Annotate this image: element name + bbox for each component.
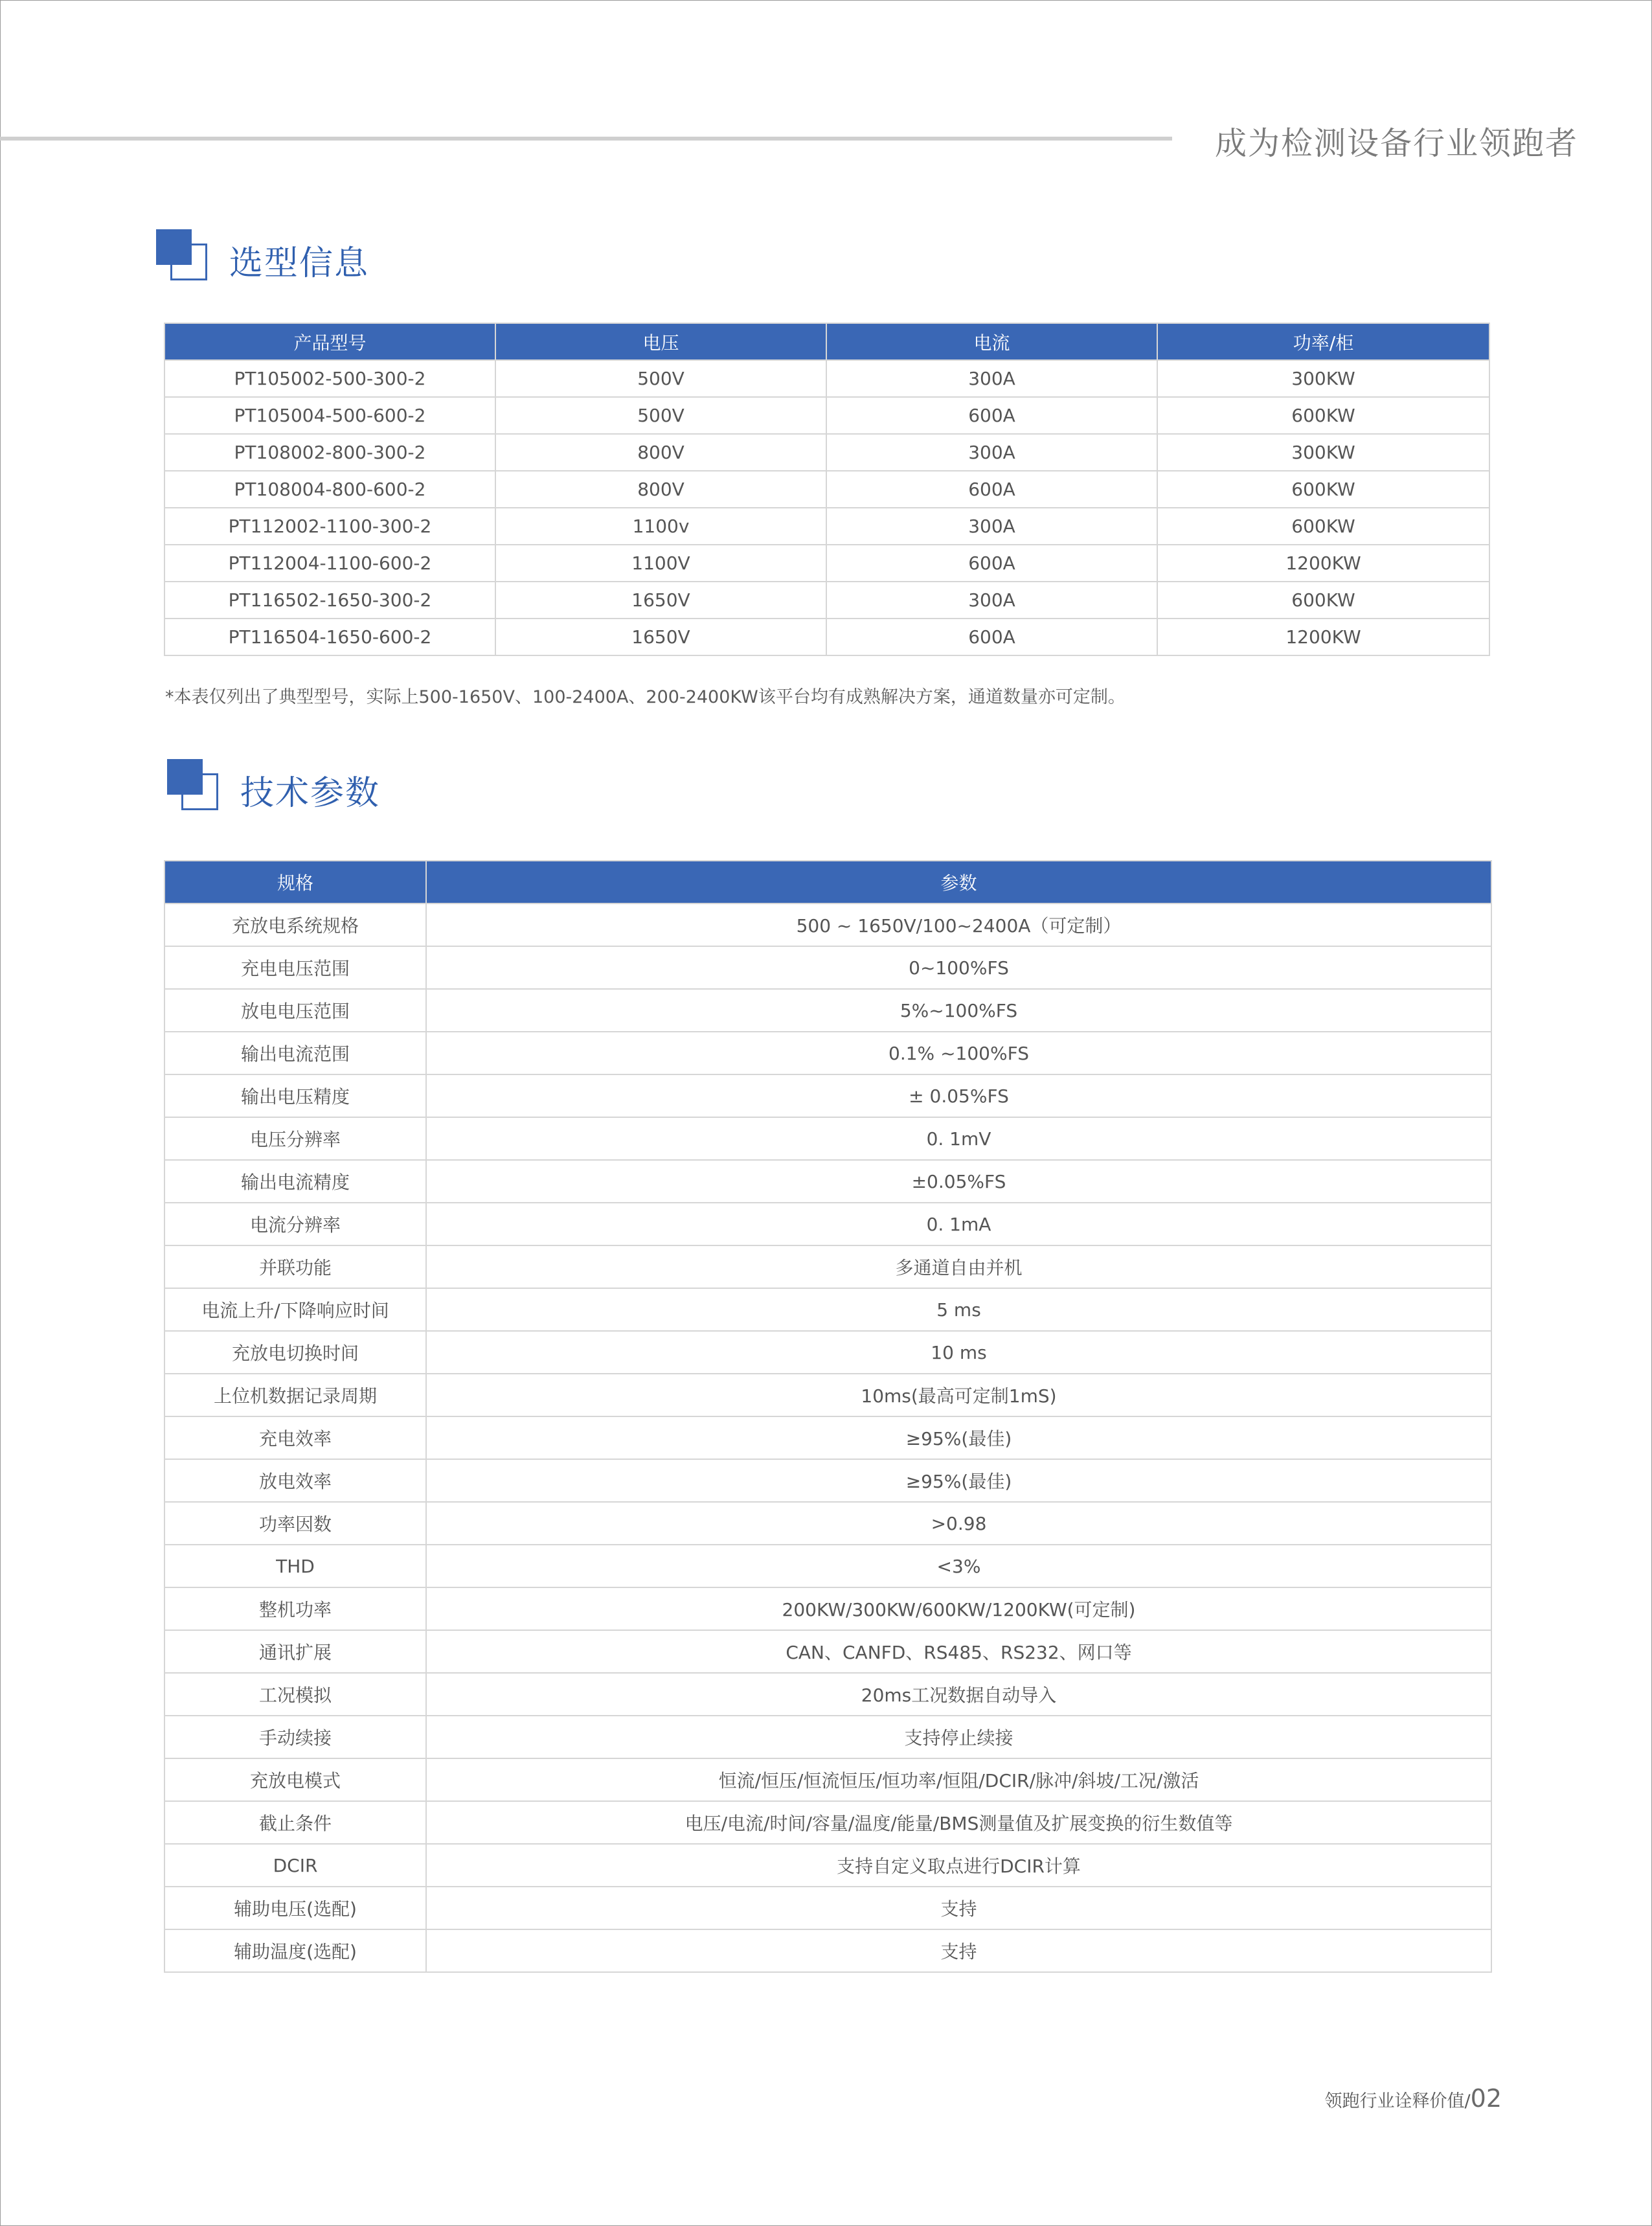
table-cell: 0.1% ~100%FS [426,1032,1491,1074]
table-cell: 电压/电流/时间/容量/温度/能量/BMS测量值及扩展变换的衍生数值等 [426,1801,1491,1844]
table-row [164,1203,1491,1245]
table-cell: THD [164,1545,426,1587]
table-cell: 电流上升/下降响应时间 [164,1288,426,1331]
table-row [164,1117,1491,1160]
table-row [164,1587,1491,1630]
table-cell: 放电效率 [164,1459,426,1502]
table-cell: 300A [826,508,1157,545]
table-row [164,1331,1491,1374]
model-selection-table [164,323,1490,656]
table-cell: CAN、CANFD、RS485、RS232、网口等 [426,1630,1491,1673]
table-cell: 充电效率 [164,1416,426,1459]
table-cell: 手动续接 [164,1716,426,1758]
table-row [164,1929,1491,1972]
table-row [164,360,1489,397]
tech-spec-table [164,860,1492,1973]
table-cell: >0.98 [426,1502,1491,1545]
table-cell: DCIR [164,1844,426,1887]
table-header-row [164,861,1491,903]
table-cell: 上位机数据记录周期 [164,1374,426,1416]
table-row [164,1416,1491,1459]
heading-square-outline-icon [170,244,207,280]
table-cell: 输出电流范围 [164,1032,426,1074]
column-header-model: 产品型号 [164,323,495,360]
table-cell: 截止条件 [164,1801,426,1844]
column-header-current: 电流 [826,323,1157,360]
table-cell: 整机功率 [164,1587,426,1630]
table-cell: 500 ~ 1650V/100~2400A（可定制） [426,903,1491,946]
table-cell: 1650V [495,619,826,655]
table-row [164,582,1489,619]
table-row [164,1758,1491,1801]
table-row [164,1630,1491,1673]
table-cell: 支持 [426,1887,1491,1929]
table-cell: 电压分辨率 [164,1117,426,1160]
table-cell: PT108002-800-300-2 [164,434,495,471]
table-cell: 充放电系统规格 [164,903,426,946]
table-row [164,946,1491,989]
table-cell: 充放电切换时间 [164,1331,426,1374]
table-cell: 恒流/恒压/恒流恒压/恒功率/恒阻/DCIR/脉冲/斜坡/工况/激活 [426,1758,1491,1801]
table-cell: 充放电模式 [164,1758,426,1801]
column-header-param: 参数 [426,861,1491,903]
column-header-spec: 规格 [164,861,426,903]
header-rule [0,137,1172,141]
table-row [164,1160,1491,1203]
column-header-voltage: 电压 [495,323,826,360]
table-cell: 600A [826,471,1157,508]
selection-note: *本表仅列出了典型型号，实际上500-1650V、100-2400A、200-2400KW该平台均有成熟解决方案，通道数量亦可定制。 [165,687,1126,707]
table-cell: 工况模拟 [164,1673,426,1716]
table-cell: 0. 1mA [426,1203,1491,1245]
table-cell: ±0.05%FS [426,1160,1491,1203]
table-cell: 300A [826,360,1157,397]
page-footer [1325,2084,1502,2113]
table-row [164,1716,1491,1758]
table-cell: PT112002-1100-300-2 [164,508,495,545]
table-cell: 300A [826,434,1157,471]
table-cell: 600KW [1157,582,1489,619]
table-cell: 300KW [1157,360,1489,397]
table-cell: PT116502-1650-300-2 [164,582,495,619]
table-row [164,989,1491,1032]
table-cell: 充电电压范围 [164,946,426,989]
table-cell: 输出电压精度 [164,1074,426,1117]
table-row [164,1245,1491,1288]
table-row [164,1887,1491,1929]
table-row [164,545,1489,582]
table-row [164,1459,1491,1502]
table-row [164,1673,1491,1716]
table-row [164,434,1489,471]
table-cell: 800V [495,471,826,508]
table-row [164,471,1489,508]
table-row [164,1502,1491,1545]
table-row [164,1288,1491,1331]
table-cell: 通讯扩展 [164,1630,426,1673]
table-cell: 10ms(最高可定制1mS) [426,1374,1491,1416]
table-cell: ≥95%(最佳) [426,1416,1491,1459]
table-cell: 支持 [426,1929,1491,1972]
table-cell: 支持停止续接 [426,1716,1491,1758]
table-row [164,1374,1491,1416]
table-cell: PT108004-800-600-2 [164,471,495,508]
table-cell: 20ms工况数据自动导入 [426,1673,1491,1716]
table-cell: 1100v [495,508,826,545]
table-cell: 1650V [495,582,826,619]
page-number: 02 [1470,2084,1502,2113]
table-cell: 300KW [1157,434,1489,471]
table-row [164,1032,1491,1074]
header-slogan: 成为检测设备行业领跑者 [1214,125,1578,162]
table-cell: <3% [426,1545,1491,1587]
table-cell: 1200KW [1157,545,1489,582]
table-cell: 0~100%FS [426,946,1491,989]
table-cell: 多通道自由并机 [426,1245,1491,1288]
table-cell: 放电电压范围 [164,989,426,1032]
table-cell: 600A [826,619,1157,655]
table-header-row [164,323,1489,360]
table-row [164,397,1489,434]
table-cell: 300A [826,582,1157,619]
table-cell: 500V [495,397,826,434]
table-cell: 电流分辨率 [164,1203,426,1245]
table-cell: 800V [495,434,826,471]
table-cell: 600KW [1157,397,1489,434]
table-cell: 500V [495,360,826,397]
footer-text: 领跑行业诠释价值/ [1324,2091,1471,2111]
table-cell: 辅助电压(选配) [164,1887,426,1929]
table-cell: 200KW/300KW/600KW/1200KW(可定制) [426,1587,1491,1630]
table-cell: 功率因数 [164,1502,426,1545]
table-row [164,1801,1491,1844]
table-row [164,1545,1491,1587]
table-cell: 并联功能 [164,1245,426,1288]
table-cell: 600KW [1157,508,1489,545]
table-row [164,1844,1491,1887]
table-cell: 1100V [495,545,826,582]
tech-section-title: 技术参数 [240,774,381,813]
table-cell: ± 0.05%FS [426,1074,1491,1117]
table-cell: 1200KW [1157,619,1489,655]
table-cell: PT112004-1100-600-2 [164,545,495,582]
heading-square-outline-icon [181,773,218,810]
table-cell: 0. 1mV [426,1117,1491,1160]
table-cell: 600KW [1157,471,1489,508]
column-header-power: 功率/柜 [1157,323,1489,360]
table-row [164,619,1489,655]
table-cell: PT105004-500-600-2 [164,397,495,434]
table-cell: ≥95%(最佳) [426,1459,1491,1502]
table-cell: PT116504-1650-600-2 [164,619,495,655]
table-cell: 辅助温度(选配) [164,1929,426,1972]
selection-section-title: 选型信息 [229,244,370,283]
table-cell: 5%~100%FS [426,989,1491,1032]
table-cell: 输出电流精度 [164,1160,426,1203]
table-cell: PT105002-500-300-2 [164,360,495,397]
table-row [164,508,1489,545]
table-row [164,1074,1491,1117]
table-cell: 5 ms [426,1288,1491,1331]
table-row [164,903,1491,946]
table-cell: 600A [826,397,1157,434]
table-cell: 10 ms [426,1331,1491,1374]
table-cell: 600A [826,545,1157,582]
table-cell: 支持自定义取点进行DCIR计算 [426,1844,1491,1887]
